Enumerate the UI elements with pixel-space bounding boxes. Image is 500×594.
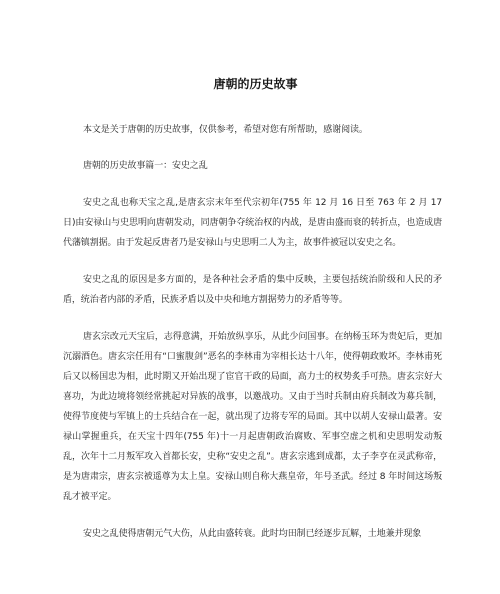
body-paragraph-4: 安史之乱使得唐朝元气大伤，从此由盛转衰。此时均田制已经逐步瓦解，土地兼并现象 — [83, 529, 422, 539]
section-heading: 唐朝的历史故事篇一：安史之乱 — [83, 161, 208, 171]
body-paragraph-1: 安史之乱也称天宝之乱,是唐玄宗末年至代宗初年(755 年 12 月 16 日至 763 年 2 月 17 日)由安禄山与史思明向唐朝发动，同唐朝争夺统治权的内战，是唐由盛而衰的转折点，也造成唐代藩镇割据。由于发起反唐者乃是安禄山与史思明二人为主，故事件被冠以安史之名。 — [63, 198, 442, 248]
document-title: 唐朝的历史故事 — [213, 77, 298, 91]
body-paragraph-2: 安史之乱的原因是多方面的，是各种社会矛盾的集中反映，主要包括统治阶级和人民的矛盾，统治者内部的矛盾，民族矛盾以及中央和地方割据势力的矛盾等等。 — [63, 275, 442, 305]
intro-paragraph: 本文是关于唐朝的历史故事，仅供参考，希望对您有所帮助，感谢阅读。 — [83, 125, 368, 135]
body-paragraph-3: 唐玄宗改元天宝后，志得意满，开始放纵享乐，从此少问国事。在纳杨玉环为贵妃后，更加沉溺酒色。唐玄宗任用有“口蜜腹剑”恶名的李林甫为宰相长达十八年，使得朝政败坏。李林甫死后又以杨国忠为相，此时期又开始出现了宦官干政的局面，高力士的权势炙手可热。唐玄宗好大喜功，为此边境将领经常挑起对异族的战事，以邀战功。又由于当时兵制由府兵制改为募兵制，使得节度使与军镇上的士兵结合在一起，就出现了边将专军的局面。其中以胡人安禄山最著。安禄山掌握重兵，在天宝十四年(755 年)十一月起唐朝政治腐败、军事空虚之机和史思明发动叛乱，次年十二月叛军攻入首都长安，史称“安史之乱”。唐玄宗逃到成都，太子李亨在灵武称帝，是为唐肃宗，唐玄宗被遥尊为太上皇。安禄山则自称大燕皇帝，年号圣武。经过 8 年时间这场叛乱才被平定。 — [63, 332, 442, 502]
